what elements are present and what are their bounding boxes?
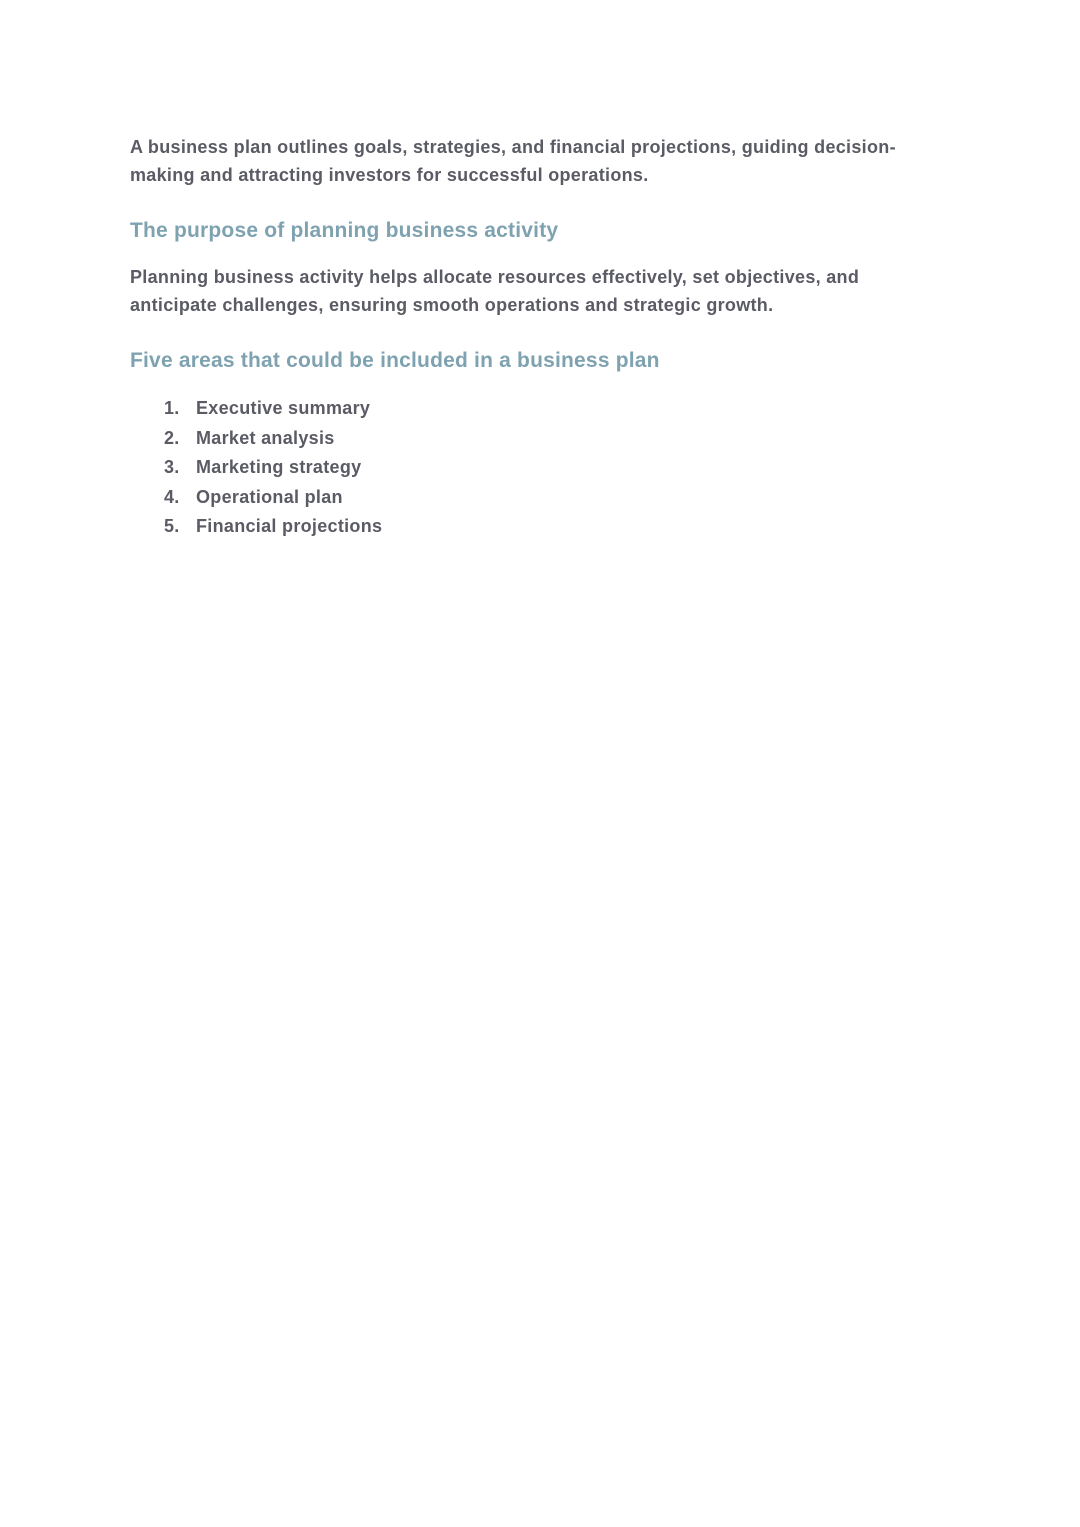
list-item-number: 1. [164,398,180,418]
list-item [130,424,932,454]
list-item-number: 5. [164,516,180,536]
purpose-paragraph: Planning business activity helps allocate resources effectively, set objectives, and anticipate challenges, ensuring smooth operations and strategic growth. [130,267,860,315]
section-heading-five-areas: Five areas that could be included in a business plan [130,349,660,372]
list-item-number: 3. [164,457,180,477]
list-item [130,394,932,424]
list-item-text: Financial projections [196,516,383,536]
list-item-text: Marketing strategy [196,457,362,477]
list-item [130,453,932,483]
business-plan-list [130,394,932,542]
list-item [130,483,932,513]
list-item-number: 4. [164,486,180,507]
list-item-text: Market analysis [196,427,335,448]
list-item [130,512,932,542]
list-item-number: 2. [164,427,180,448]
list-item-text: Executive summary [196,398,371,418]
list-item-text: Operational plan [196,486,343,507]
intro-paragraph: A business plan outlines goals, strategies, and financial projections, guiding decision-making and attracting investors for successful operations. [130,137,896,185]
section-heading-purpose: The purpose of planning business activity [130,219,559,242]
